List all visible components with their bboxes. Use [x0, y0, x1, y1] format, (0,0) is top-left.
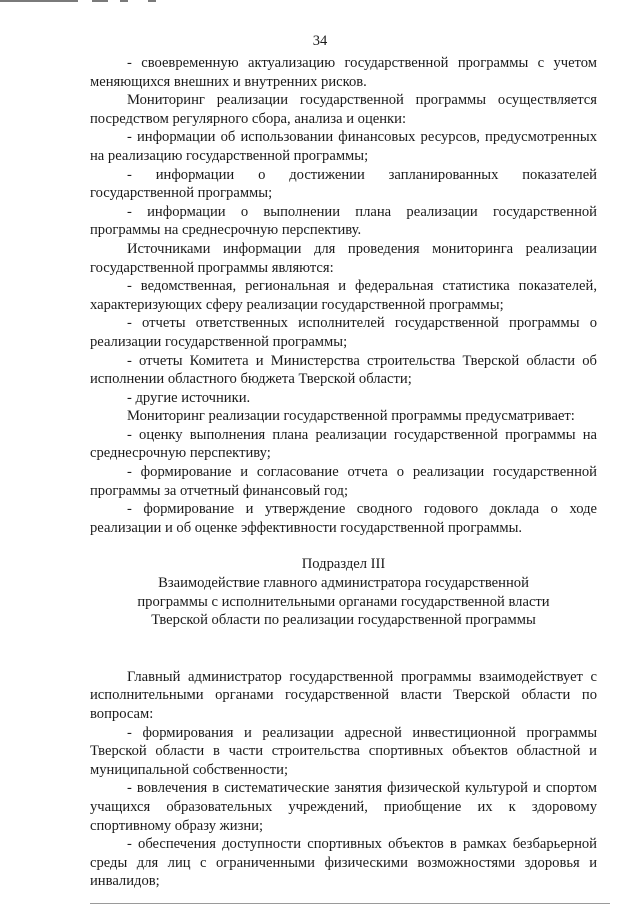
subsection-title-line: Взаимодействие главного администратора государственной	[158, 575, 529, 592]
subsection-label: Подраздел III	[301, 556, 386, 573]
paragraph: - вовлечения в систематические занятия физической культурой и спортом учащихся образовательных учреждений, приобщение их к здоровому спортивному образу жизни;	[90, 780, 597, 834]
paragraph: Источниками информации для проведения мониторинга реализации государственной программы являются:	[90, 240, 597, 276]
paragraph: - отчеты Комитета и Министерства строительства Тверской области об исполнении областного бюджета Тверской области;	[90, 352, 597, 388]
paragraph: - отчеты ответственных исполнителей государственной программы о реализации государственной программы;	[90, 315, 597, 350]
paragraph: Главный администратор государственной программы взаимодействует с исполнительными органами государственной власти Тверской области по вопросам:	[90, 668, 597, 722]
subsection-title-line: программы с исполнительными органами государственной власти	[137, 593, 550, 610]
paragraph: - формирование и утверждение сводного годового доклада о ходе реализации и об оценке эффективности государственной программы.	[90, 501, 597, 536]
paragraph: - ведомственная, региональная и федеральная статистика показателей, характеризующих сферу реализации государственной программы;	[90, 278, 597, 313]
paragraph: - обеспечения доступности спортивных объектов в рамках безбарьерной среды для лиц с ограниченными физическими возможностями здоровья и инвалидов;	[90, 836, 597, 890]
scan-edge-bottom	[90, 903, 610, 904]
paragraph: - своевременную актуализацию государственной программы с учетом меняющихся внешних и внутренних рисков.	[90, 55, 597, 90]
document-body	[90, 54, 597, 891]
paragraph: Мониторинг реализации государственной программы предусматривает:	[127, 408, 575, 425]
paragraph: Мониторинг реализации государственной программы осуществляется посредством регулярного сбора, анализа и оценки:	[90, 92, 597, 127]
paragraph: - формирование и согласование отчета о реализации государственной программы за отчетный финансовый год;	[90, 464, 597, 499]
paragraph: - информации о выполнении плана реализации государственной программы на среднесрочную перспективу.	[90, 203, 597, 239]
page-number: 34	[312, 33, 328, 49]
paragraph: - информации о достижении запланированных показателей государственной программы;	[90, 166, 597, 202]
paragraph: - другие источники.	[127, 389, 251, 406]
paragraph: - оценку выполнения плана реализации государственной программы на среднесрочную перспективу;	[90, 426, 597, 462]
scan-edge-top-2	[92, 0, 108, 2]
paragraph: - формирования и реализации адресной инвестиционной программы Тверской области в части строительства спортивных объектов областной и муниципальной собственности;	[90, 724, 597, 778]
paragraph: - информации об использовании финансовых ресурсов, предусмотренных на реализацию государственной программы;	[90, 129, 597, 164]
scan-edge-top-1	[0, 0, 78, 2]
scan-edge-top-4	[148, 0, 156, 2]
scan-edge-top-3	[120, 0, 128, 2]
subsection-title-line: Тверской области по реализации государственной программы	[151, 612, 536, 629]
